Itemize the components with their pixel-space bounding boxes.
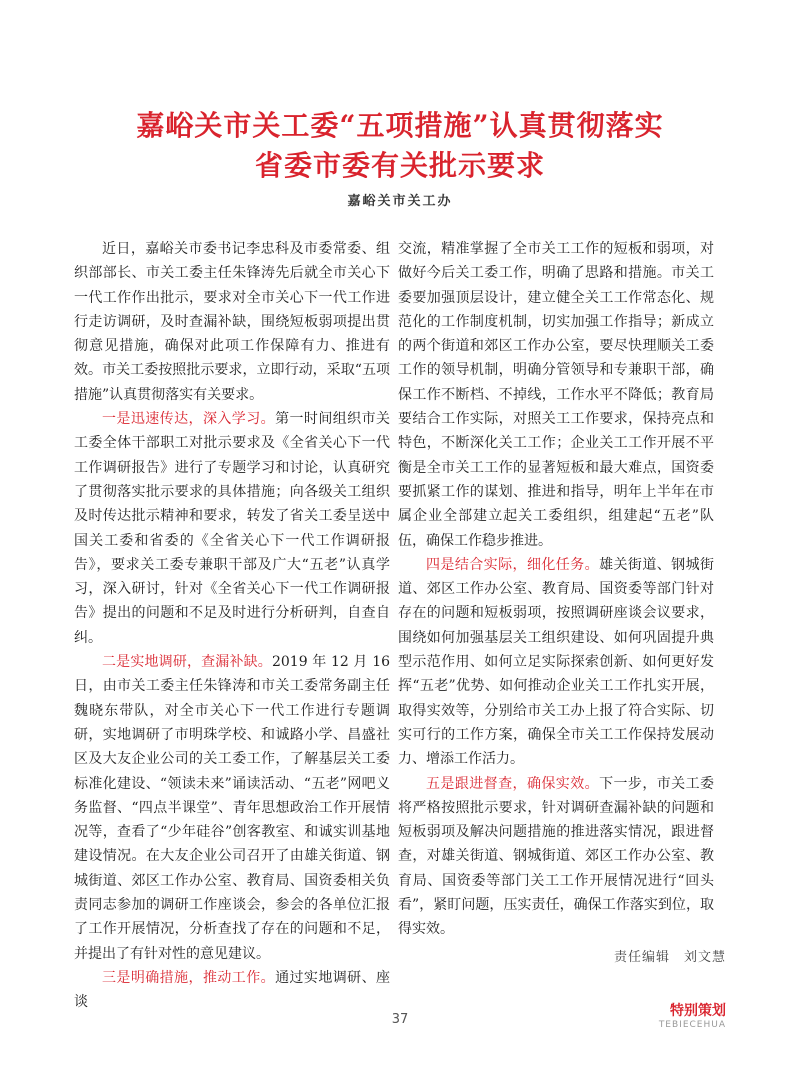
- section-one-paragraph: [74, 407, 390, 650]
- section-two-body: 2019 年 12 月 16 日，由市关工委主任朱锋涛和市关工委常务副主任魏晓东带队，对全市关心下一代工作进行专题调研，实地调研了市明珠学校、和诚路小学、昌盛社区及大友企业公司的关工委工作，了解基层关工委标准化建设、“领读未来”诵读活动、“五老”网吧义务监督、“四点半课堂”、青年思想政治工作开展情况等，查看了“少年硅谷”创客教室、和诚实训基地建设情况。在大友企业公司召开了由雄关街道、钢城街道、郊区工作办公室、教育局、国资委相关负责同志参加的调研工作座谈会，参会的各单位汇报了工作开展情况，分析查找了存在的问题和不足，并提出了有针对性的意见建议。: [74, 654, 391, 962]
- article-title-line-2: 省委市委有关批示要求: [254, 149, 545, 182]
- section-label-cn: 特别策划: [670, 1003, 726, 1019]
- section-label: [659, 1000, 726, 1030]
- section-four-heading: 四是结合实际，细化任务。: [426, 556, 600, 573]
- section-four-body: 雄关街道、钢城街道、郊区工作办公室、教育局、国资委等部门针对存在的问题和短板弱项，按照调研座谈会议要求，围绕如何加强基层关工组织建设、如何巩固提升典型示范作用、如何立足实际探索创新、如何更好发挥“五老”优势、如何推动企业关工工作扎实开展，取得实效等，分别给市关工办上报了符合实际、切实可行的工作方案，确保全市关工工作保持发展动力、增添工作活力。: [398, 556, 715, 768]
- article-title-line-1: 嘉峪关市关工委“五项措施”认真贯彻落实: [136, 109, 664, 142]
- section-five-paragraph: [398, 772, 714, 942]
- section-three-paragraph: [74, 966, 390, 1015]
- left-column: [74, 237, 390, 1015]
- page-number: 37: [391, 1012, 409, 1027]
- article-author: 嘉峪关市关工办: [347, 194, 453, 209]
- intro-paragraph: 近日，嘉峪关市委书记李忠科及市委常委、组织部部长、市关工委主任朱锋涛先后就全市关心下一代工作作出批示，要求对全市关心下一代工作进行走访调研，及时查漏补缺，围绕短板弱项提出贯彻意见措施，确保对此项工作保障有力、推进有效。市关工委按照批示要求，立即行动，采取“五项措施”认真贯彻落实有关要求。: [74, 241, 390, 403]
- section-two-paragraph: [74, 650, 390, 966]
- responsible-editor: 责任编辑 刘文慧: [613, 950, 726, 965]
- section-three-heading: 三是明确措施，推动工作。: [102, 969, 276, 986]
- section-four-paragraph: [398, 553, 714, 772]
- section-one-body: 第一时间组织市关工委全体干部职工对批示要求及《全省关心下一代工作调研报告》进行了专题学习和讨论，认真研究了贯彻落实批示要求的具体措施；向各级关工组织及时传达批示精神和要求，转发了省关工委呈送中国关工委和省委的《全省关心下一代工作调研报告》，要求关工委专兼职干部及广大“五老”认真学习，深入研讨，针对《全省关心下一代工作调研报告》提出的问题和不足及时进行分析研判，自查自纠。: [74, 411, 391, 646]
- section-label-en: TEBIECEHUA: [658, 1020, 726, 1030]
- section-one-heading: 一是迅速传达，深入学习。: [102, 411, 276, 428]
- section-three-continuation: 交流，精准掌握了全市关工工作的短板和弱项，对做好今后关工委工作，明确了思路和措施。市关工委要加强顶层设计，建立健全关工工作常态化、规范化的工作制度机制，切实加强工作指导；新成立的两个街道和郊区工作办公室，要尽快理顺关工委工作的领导机制，明确分管领导和专兼职干部，确保工作不断档、不掉线，工作水平不降低；教育局要结合工作实际，对照关工工作要求，保持亮点和特色，不断深化关工工作；企业关工工作开展不平衡是全市关工工作的显著短板和最大难点，国资委要抓紧工作的谋划、推进和指导，明年上半年在市属企业全部建立起关工委组织，组建起“五老”队伍，确保工作稳步推进。: [398, 241, 714, 549]
- section-two-heading: 二是实地调研，查漏补缺。: [102, 654, 272, 671]
- section-five-heading: 五是跟进督查，确保实效。: [426, 775, 600, 792]
- section-five-body: 下一步，市关工委将严格按照批示要求，针对调研查漏补缺的问题和短板弱项及解决问题措施的推进落实情况，跟进督查，对雄关街道、钢城街道、郊区工作办公室、教育局、国资委等部门关工工作开展情况进行“回头看”，紧盯问题，压实责任，确保工作落实到位，取得实效。: [398, 775, 715, 938]
- right-column: [398, 237, 714, 942]
- section-three-body: 通过实地调研、座谈: [74, 969, 391, 1011]
